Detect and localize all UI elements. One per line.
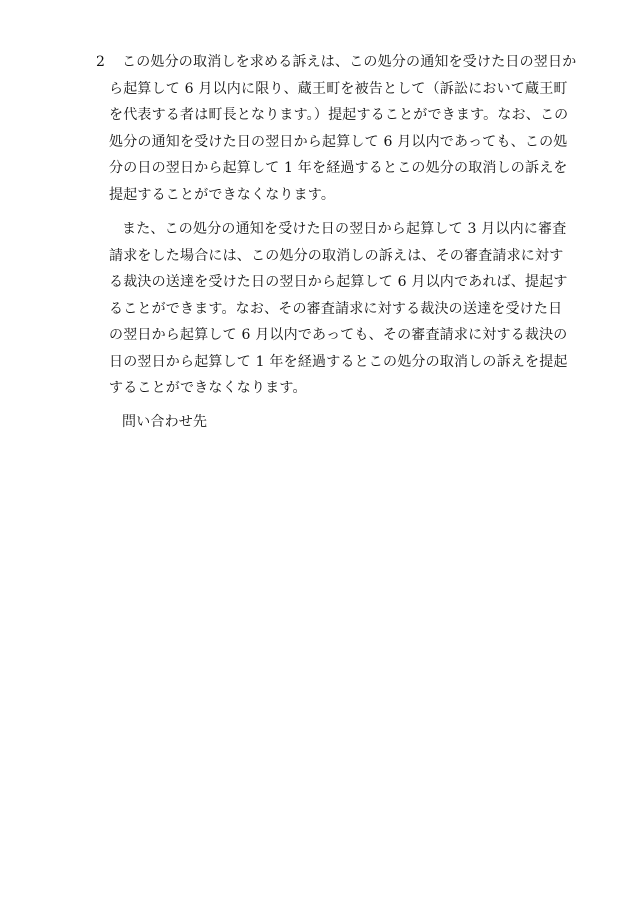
paragraph-1-line: 処分の通知を受けた日の翌日から起算して 6 月以内であっても、この処 (109, 134, 568, 150)
paragraph-2-line: る裁決の送達を受けた日の翌日から起算して 6 月以内であれば、提起す (109, 274, 568, 290)
item-number: 2 (96, 54, 105, 70)
paragraph-1-line: 提起することができなくなります。 (109, 187, 336, 203)
paragraph-1-line: ら起算して 6 月以内に限り、蔵王町を被告として（訴訟において蔵王町 (109, 81, 568, 97)
paragraph-2-line: 日の翌日から起算して 1 年を経過するとこの処分の取消しの訴えを提起 (109, 354, 568, 370)
paragraph-2-line: また、この処分の通知を受けた日の翌日から起算して 3 月以内に審査 (122, 221, 567, 237)
paragraph-1-line: この処分の取消しを求める訴えは、この処分の通知を受けた日の翌日か (122, 54, 577, 70)
paragraph-1-line: 分の日の翌日から起算して 1 年を経過するとこの処分の取消しの訴えを (109, 160, 568, 176)
paragraph-2-line: ることができます。なお、その審査請求に対する裁決の送達を受けた日 (109, 301, 563, 317)
paragraph-2-line: 請求をした場合には、この処分の取消しの訴えは、その審査請求に対す (109, 248, 564, 264)
contact-heading: 問い合わせ先 (122, 414, 208, 430)
paragraph-2-line: の翌日から起算して 6 月以内であっても、その審査請求に対する裁決の (109, 327, 568, 343)
paragraph-1-line: を代表する者は町長となります。）提起することができます。なお、この (109, 107, 569, 123)
paragraph-2-line: することができなくなります。 (109, 380, 307, 396)
